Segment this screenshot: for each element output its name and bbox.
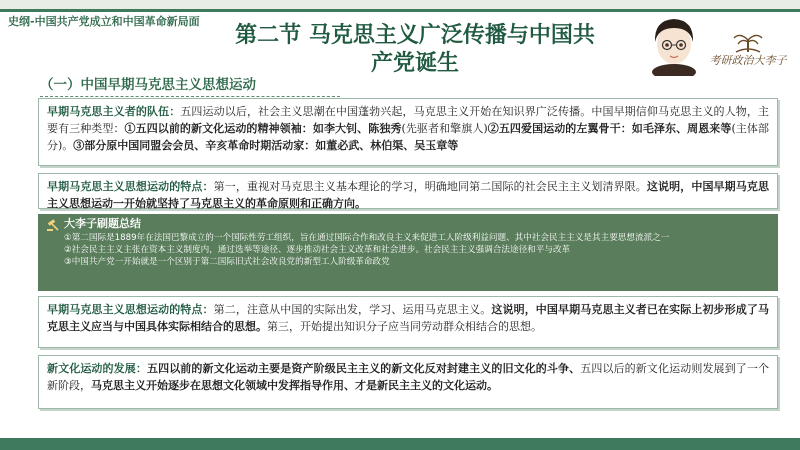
box-label: 早期马克思主义思想运动的特点： xyxy=(47,303,214,316)
brand-logo xyxy=(700,30,796,74)
box-label: 早期马克思主义者的队伍： xyxy=(47,105,181,118)
box-text: 五四以后的新文化运动则发展到了一个新阶段， xyxy=(47,362,769,392)
bottom-bar xyxy=(0,438,800,450)
box-text: 五四运动以后，社会主义思潮在中国蓬勃兴起，马克思主义开始在知识界广泛传播。中国早期信仰马克思主义的人物，主要有三种类型： xyxy=(47,105,769,135)
logo-text: 考研政治大李子 xyxy=(709,54,787,67)
content-box-feature-1 xyxy=(38,173,778,209)
tree-emblem-icon xyxy=(700,30,796,54)
box-emphasis: ①五四以前的新文化运动的精神领袖：如李大钊、陈独秀 xyxy=(124,122,402,135)
box-text: (先驱者和擎旗人) xyxy=(401,122,488,135)
content-box-feature-2 xyxy=(38,296,778,348)
page-title xyxy=(200,22,630,78)
box-emphasis: 五四以前的新文化运动主要是资产阶级民主主义的新文化反对封建主义的旧文化的斗争、 xyxy=(146,362,581,375)
summary-item: ②社会民主主义主张在资本主义制度内，通过选举等途径、逐步推动社会主义改革和社会进步。社会民主主义强调合法途径和平与改革 xyxy=(64,245,571,255)
box-emphasis: 这说明，中国早期马克思主义思想运动一开始就坚持了马克思主义的革命原则和正确方向。 xyxy=(47,180,769,210)
summary-panel xyxy=(38,214,778,291)
box-text: 第二，注意从中国的实际出发，学习、运用马克思主义。 xyxy=(213,303,492,316)
gavel-icon xyxy=(46,218,60,232)
content-box-new-culture xyxy=(38,355,778,409)
box-emphasis: ③部分原中国同盟会会员、辛亥革命时期活动家：如董必武、林伯渠、吴玉章等 xyxy=(73,139,459,152)
box-text: 第三，开始提出知识分子应当同劳动群众相结合的思想。 xyxy=(267,320,542,333)
content-box-team xyxy=(38,98,778,166)
page-title-line2: 产党诞生 xyxy=(370,51,459,76)
box-label: 新文化运动的发展： xyxy=(47,362,147,375)
box-emphasis: 这说明，中国早期马克思主义者已在实际上初步形成了马克思主义应当与中国具体实际相结合的思想。 xyxy=(47,303,769,333)
top-divider xyxy=(0,9,800,12)
box-label: 早期马克思主义思想运动的特点： xyxy=(47,180,214,193)
section-heading xyxy=(40,73,256,93)
section-underline xyxy=(40,96,340,97)
summary-item: ①第二国际是1889年在法国巴黎成立的一个国际性劳工组织，旨在通过国际合作和改良主义来促进工人阶级利益问题、其中社会民主主义是其主要思想流派之一 xyxy=(64,233,670,243)
box-text: 第一，重视对马克思主义基本理论的学习，明确地同第二国际的社会民主主义划清界限。 xyxy=(213,180,647,193)
breadcrumb: 史纲-中国共产党成立和中国革命新局面 xyxy=(8,15,200,28)
box-text: (主体部分)。 xyxy=(47,122,769,152)
summary-item: ③中国共产党一开始就是一个区别于第二国际旧式社会改良党的新型工人阶级革命政党 xyxy=(64,257,390,267)
box-emphasis: ②五四爱国运动的左翼骨干：如毛泽东、周恩来等 xyxy=(487,122,732,135)
summary-title: 大李子刷题总结 xyxy=(64,217,141,230)
top-band xyxy=(0,0,800,9)
section-heading-text: （一）中国早期马克思主义思想运动 xyxy=(40,77,256,93)
page-title-line1: 第二节 马克思主义广泛传播与中国共 xyxy=(235,23,595,48)
avatar xyxy=(646,14,702,76)
box-emphasis: 马克思主义开始逐步在思想文化领域中发挥指导作用、才是新民主主义的文化运动。 xyxy=(91,379,498,392)
